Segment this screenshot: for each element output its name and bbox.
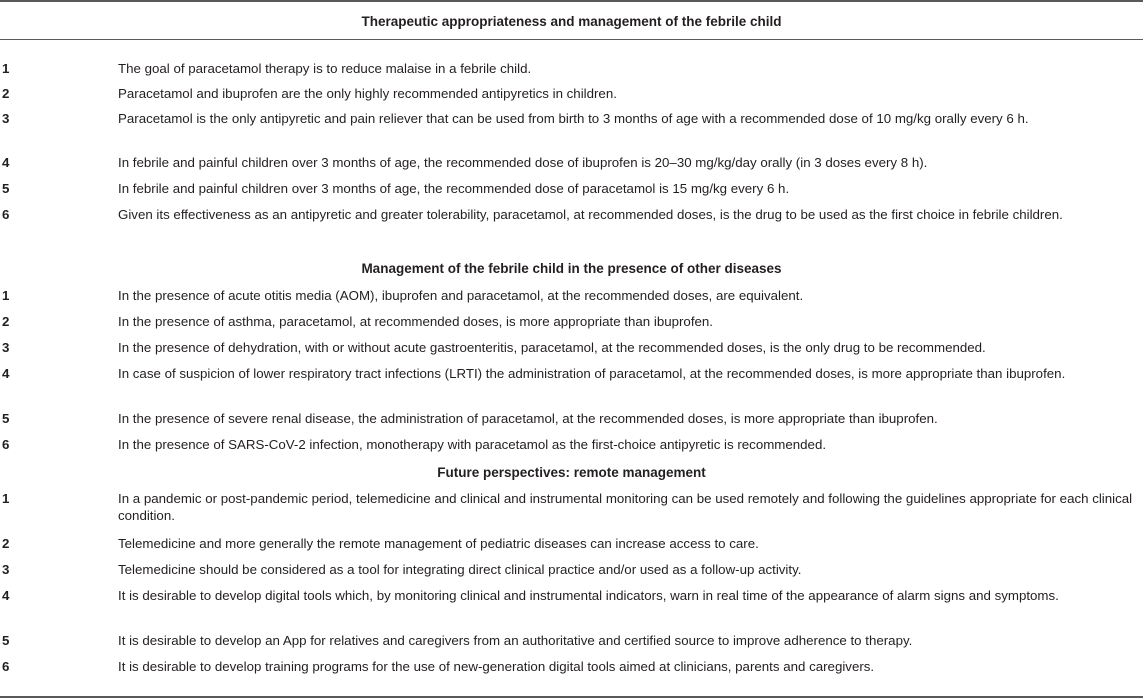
row-text: In the presence of severe renal disease, the administration of paracetamol, at the recommended doses, is more appropriate than ibuprofen. bbox=[118, 411, 938, 426]
row-text: Telemedicine and more generally the remote management of pediatric diseases can increase access to care. bbox=[118, 536, 759, 551]
row-number: 4 bbox=[2, 155, 10, 170]
row-text: It is desirable to develop an App for relatives and caregivers from an authoritative and certified source to improve adherence to therapy. bbox=[118, 633, 913, 648]
row-number: 1 bbox=[2, 61, 10, 76]
row-number: 2 bbox=[2, 86, 10, 101]
row-number: 6 bbox=[2, 207, 10, 222]
row-text: In the presence of asthma, paracetamol, at recommended doses, is more appropriate than ibuprofen. bbox=[118, 314, 714, 329]
section-heading: Management of the febrile child in the presence of other diseases bbox=[361, 261, 782, 276]
section-heading: Future perspectives: remote management bbox=[437, 465, 706, 480]
table-top-rule bbox=[0, 0, 1143, 2]
row-number: 1 bbox=[2, 491, 10, 506]
row-number: 2 bbox=[2, 536, 10, 551]
row-number: 5 bbox=[2, 633, 10, 648]
row-text: In febrile and painful children over 3 months of age, the recommended dose of ibuprofen is 20–30 mg/kg/day orally (in 3 doses every 8 h). bbox=[118, 155, 928, 170]
row-number: 3 bbox=[2, 340, 10, 355]
row-number: 6 bbox=[2, 437, 10, 452]
row-text: Telemedicine should be considered as a tool for integrating direct clinical practice and/or used as a follow-up activity. bbox=[118, 562, 802, 577]
row-text: Paracetamol is the only antipyretic and pain reliever that can be used from birth to 3 months of age with a recommended dose of 10 mg/kg orally every 6 h. bbox=[118, 111, 1029, 126]
row-number: 4 bbox=[2, 366, 10, 381]
row-number: 3 bbox=[2, 562, 10, 577]
section-heading: Therapeutic appropriateness and management of the febrile child bbox=[361, 14, 782, 29]
row-text: In a pandemic or post-pandemic period, telemedicine and clinical and instrumental monitoring can be used remotely and following the guidelines appropriate for each clinical condition. bbox=[118, 491, 1133, 523]
row-text: In the presence of dehydration, with or without acute gastroenteritis, paracetamol, at the recommended doses, is the only drug to be recommended. bbox=[118, 340, 986, 355]
row-number: 3 bbox=[2, 111, 10, 126]
row-number: 5 bbox=[2, 181, 10, 196]
row-text: In the presence of acute otitis media (AOM), ibuprofen and paracetamol, at the recommended doses, are equivalent. bbox=[118, 288, 804, 303]
row-text: In the presence of SARS-CoV-2 infection, monotherapy with paracetamol as the first-choice antipyretic is recommended. bbox=[118, 437, 827, 452]
row-text: It is desirable to develop training programs for the use of new-generation digital tools aimed at clinicians, parents and caregivers. bbox=[118, 659, 875, 674]
row-text: In febrile and painful children over 3 months of age, the recommended dose of paracetamol is 15 mg/kg every 6 h. bbox=[118, 181, 790, 196]
row-number: 5 bbox=[2, 411, 10, 426]
row-text: Given its effectiveness as an antipyretic and greater tolerability, paracetamol, at recommended doses, is the drug to be used as the first choice in febrile children. bbox=[118, 207, 1063, 222]
table-header-rule bbox=[0, 39, 1143, 40]
table-bottom-rule bbox=[0, 696, 1143, 698]
row-number: 1 bbox=[2, 288, 10, 303]
row-text: It is desirable to develop digital tools which, by monitoring clinical and instrumental indicators, warn in real time of the appearance of alarm signs and symptoms. bbox=[118, 588, 1059, 603]
row-number: 2 bbox=[2, 314, 10, 329]
row-text: In case of suspicion of lower respiratory tract infections (LRTI) the administration of paracetamol, at the recommended doses, is more appropriate than ibuprofen. bbox=[118, 366, 1066, 381]
row-text: Paracetamol and ibuprofen are the only highly recommended antipyretics in children. bbox=[118, 86, 617, 101]
row-number: 6 bbox=[2, 659, 10, 674]
row-text: The goal of paracetamol therapy is to reduce malaise in a febrile child. bbox=[118, 61, 532, 76]
row-number: 4 bbox=[2, 588, 10, 603]
